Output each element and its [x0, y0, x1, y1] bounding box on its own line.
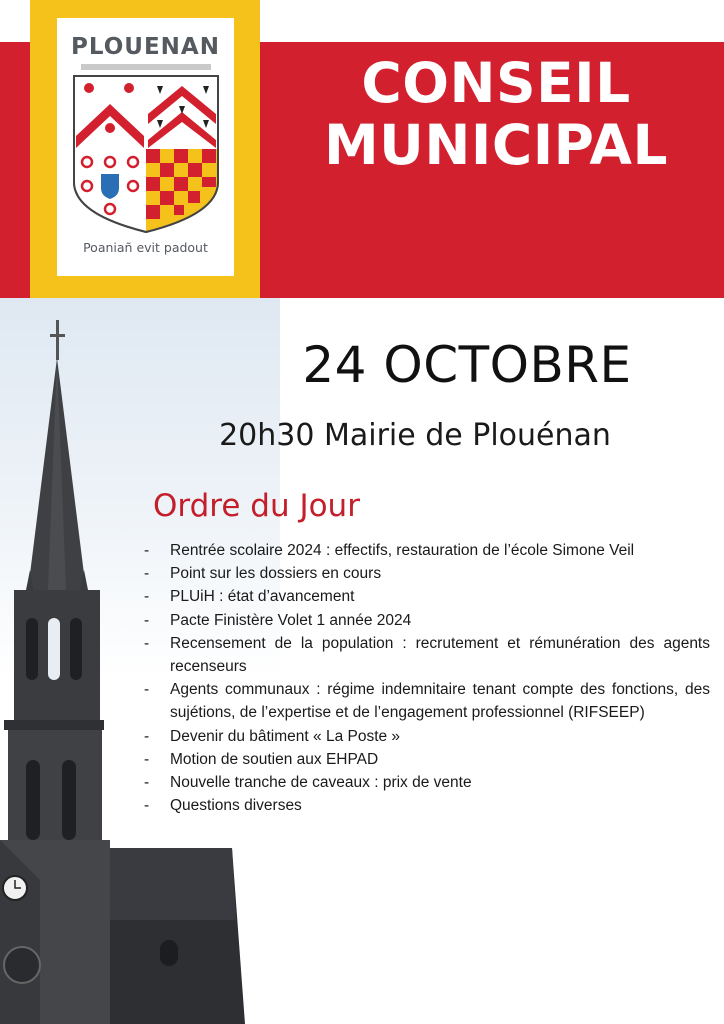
- list-bullet: -: [144, 588, 150, 606]
- list-item: [144, 725, 710, 748]
- agenda-item-text: Pacte Finistère Volet 1 année 2024: [170, 611, 412, 629]
- list-item: [144, 585, 710, 608]
- list-item: [144, 678, 710, 724]
- municipal-logo: [57, 18, 234, 276]
- list-bullet: -: [144, 611, 150, 629]
- list-item: [144, 632, 710, 678]
- list-bullet: -: [144, 542, 150, 559]
- agenda-item-text: Agents communaux : régime indemnitaire tenant compte des fonctions, des sujétions, de l’expertise et de l’engagement professionnel (RIFSEEP): [170, 681, 710, 722]
- list-bullet: -: [144, 727, 150, 745]
- agenda-item-text: Motion de soutien aux EHPAD: [170, 750, 379, 768]
- list-item: [144, 771, 710, 794]
- coat-of-arms-icon: [71, 64, 221, 234]
- list-bullet: -: [144, 750, 150, 768]
- list-bullet: -: [144, 634, 150, 652]
- agenda-item-text: Point sur les dossiers en cours: [170, 565, 382, 583]
- agenda-item-text: PLUiH : état d’avancement: [170, 588, 355, 606]
- agenda-item-text: Recensement de la population : recrutement et rémunération des agents recenseurs: [170, 634, 710, 676]
- logo-motto: Poaniañ evit padout: [83, 240, 208, 255]
- list-bullet: -: [144, 681, 150, 699]
- list-item: [144, 609, 710, 632]
- list-item: [144, 748, 710, 771]
- agenda-item-text: Questions diverses: [170, 797, 302, 815]
- list-bullet: -: [144, 565, 150, 583]
- list-item: [144, 539, 710, 562]
- event-time-place: 20h30 Mairie de Plouénan: [219, 418, 611, 453]
- list-bullet: -: [144, 774, 150, 792]
- list-item: [144, 562, 710, 585]
- event-date: 24 OCTOBRE: [302, 336, 632, 394]
- list-bullet: -: [144, 797, 150, 815]
- logo-town-name: PLOUENAN: [71, 34, 220, 60]
- title-line-2: MUNICIPAL: [323, 113, 669, 177]
- agenda-title: Ordre du Jour: [153, 488, 360, 524]
- list-item: [144, 794, 710, 817]
- agenda-list: [144, 539, 710, 817]
- agenda-item-text: Devenir du bâtiment « La Poste »: [170, 727, 401, 745]
- title-line-1: CONSEIL: [361, 51, 631, 115]
- agenda-item-text: Rentrée scolaire 2024 : effectifs, restauration de l’école Simone Veil: [170, 542, 635, 559]
- agenda-item-text: Nouvelle tranche de caveaux : prix de vente: [170, 774, 472, 792]
- page-title: [268, 52, 724, 176]
